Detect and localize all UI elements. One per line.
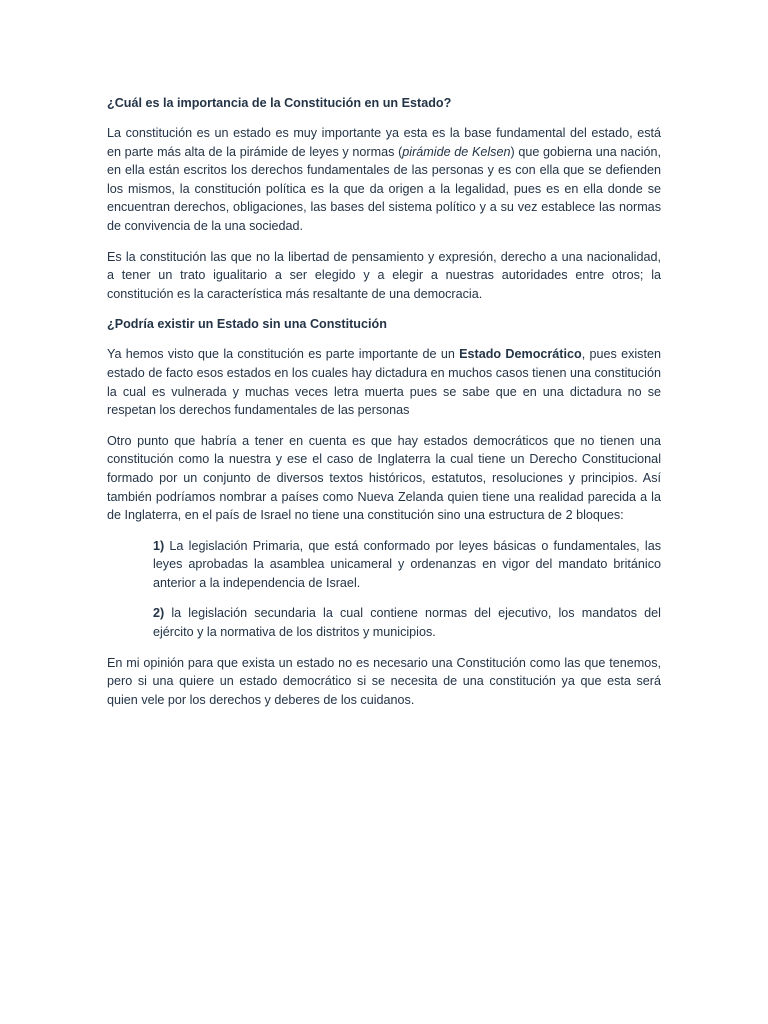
paragraph-5: En mi opinión para que exista un estado no es necesario una Constitución como las que tenemos, pero si una quiere un estado democrático si se necesita de una constitución ya que esta será quien vele por los derechos y deberes de los cuidanos. <box>107 655 661 707</box>
paragraph-4: Otro punto que habría a tener en cuenta es que hay estados democráticos que no tienen una constitución como la nuestra y ese el caso de Inglaterra la cual tiene un Derecho Constitucional formado por un conjunto de diversos textos históricos, estatutos, resoluciones y principios. Así también podríamos nombrar a países como Nueva Zelanda quien tiene una realidad parecida a la de Inglaterra, en el país de Israel no tiene una constitución sino una estructura de 2 bloques: <box>107 433 661 523</box>
paragraph-3-text-a: Ya hemos visto que la constitución es parte importante de un <box>107 347 460 362</box>
heading-importance: ¿Cuál es la importancia de la Constitución en un Estado? <box>107 96 452 110</box>
paragraph-3-bold: Estado Democrático <box>459 347 582 362</box>
paragraph-2: Es la constitución las que no la libertad de pensamiento y expresión, derecho a una nacionalidad, a tener un trato igualitario a ser elegido y a elegir a nuestras autoridades entre otros; la constitución es la característica más resaltante de una democracia. <box>107 249 661 301</box>
paragraph-1 <box>107 124 661 236</box>
paragraph-3 <box>107 345 661 419</box>
list-item-1-number: 1) <box>153 538 165 553</box>
heading-state-without-constitution: ¿Podría existir un Estado sin una Constitución <box>107 317 387 332</box>
list-item-1 <box>153 537 661 593</box>
paragraph-1-text-b: ) que gobierna una nación, en ella están escritos los derechos fundamentales de las personas y es con ella que se defienden los mismos, la constitución política es la que da origen a la legalidad, pues es en ella donde se encuentran derechos, obligaciones, las bases del sistema político y a su vez establece las normas de convivencia de la una sociedad. <box>107 144 662 233</box>
paragraph-1-italic: pirámide de Kelsen <box>402 144 511 159</box>
list-item-1-text: La legislación Primaria, que está conformado por leyes básicas o fundamentales, las leyes aprobadas la asamblea unicameral y ordenanzas en vigor del mandato británico anterior a la independencia de Israel. <box>153 538 661 590</box>
list-item-2-text: la legislación secundaria la cual contiene normas del ejecutivo, los mandatos del ejército y la normativa de los distritos y municipios. <box>153 606 661 640</box>
list-item-2 <box>153 604 661 641</box>
list-item-2-number: 2) <box>153 606 165 621</box>
paragraph-1-text-a: La constitución es un estado es muy importante ya esta es la base fundamental del estado, está en parte más alta de la pirámide de leyes y normas ( <box>107 126 661 159</box>
paragraph-3-text-b: , pues existen estado de facto esos estados en los cuales hay dictadura en muchos casos tienen una constitución la cual es vulnerada y muchas veces letra muerta pues se sabe que en una dictadura no se respetan los derechos fundamentales de las personas <box>107 347 661 418</box>
